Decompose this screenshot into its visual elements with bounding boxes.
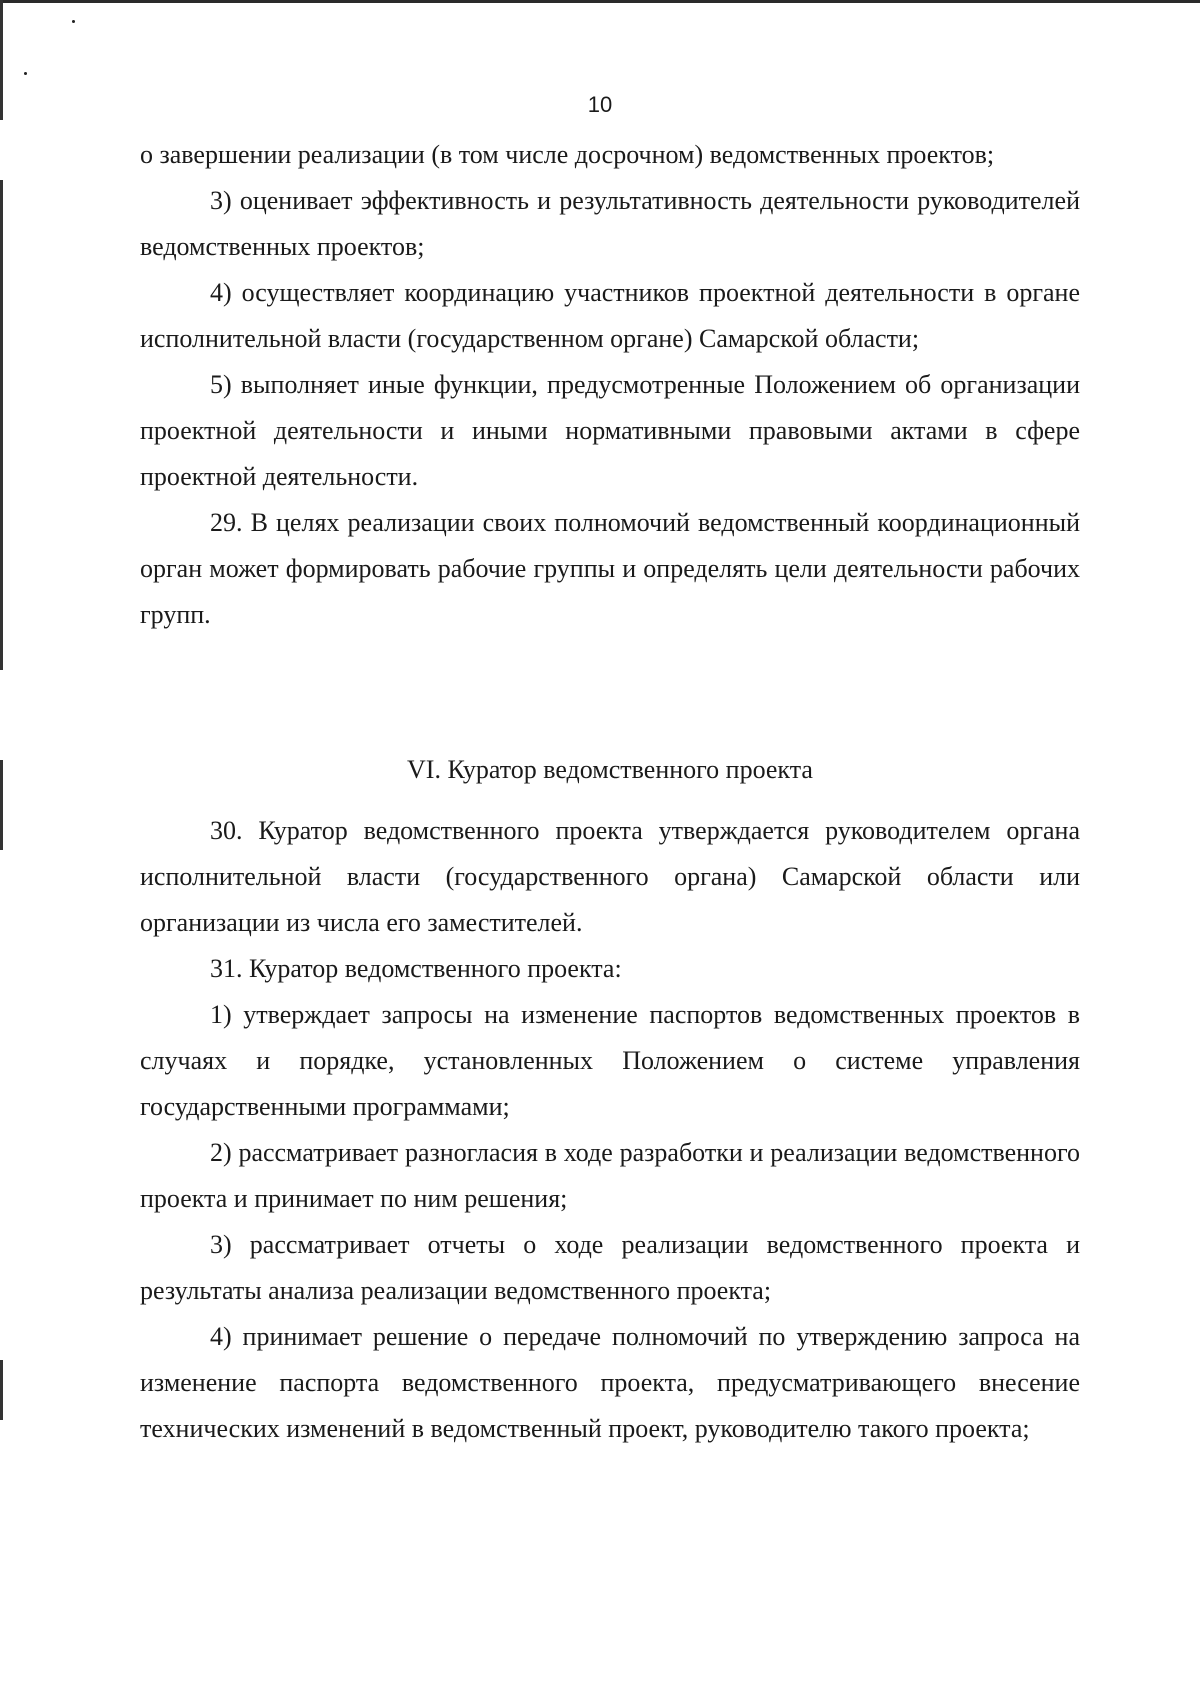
section-heading: VI. Куратор ведомственного проекта	[407, 755, 813, 784]
page-number: 10	[587, 92, 613, 117]
scan-top-edge	[0, 0, 1200, 3]
scan-left-edge	[0, 760, 3, 850]
paragraph-continuation: о завершении реализации (в том числе досрочном) ведомственных проектов;	[140, 140, 995, 169]
paragraph-item-4: 4) осуществляет координацию участников проектной деятельности в органе исполнительной власти (государственном органе) Самарской области;	[140, 278, 1080, 353]
paragraph-31-item-4: 4) принимает решение о передаче полномочий по утверждению запроса на изменение паспорта ведомственного проекта, предусматривающего внесение технических изменений в ведомственный проект, руководителю такого проекта;	[140, 1322, 1080, 1443]
scan-speck	[24, 72, 27, 75]
paragraph-31-item-3: 3) рассматривает отчеты о ходе реализации ведомственного проекта и результаты анализа реализации ведомственного проекта;	[140, 1230, 1080, 1305]
paragraph-29: 29. В целях реализации своих полномочий ведомственный координационный орган может формировать рабочие группы и определять цели деятельности рабочих групп.	[140, 508, 1080, 629]
body-text-top	[140, 132, 1080, 638]
paragraph-item-5: 5) выполняет иные функции, предусмотренные Положением об организации проектной деятельности и иными нормативными правовыми актами в сфере проектной деятельности.	[140, 370, 1080, 491]
paragraph-31-item-2: 2) рассматривает разногласия в ходе разработки и реализации ведомственного проекта и принимает по ним решения;	[140, 1138, 1080, 1213]
scan-left-edge	[0, 180, 3, 670]
paragraph-30: 30. Куратор ведомственного проекта утверждается руководителем органа исполнительной власти (государственного органа) Самарской области или организации из числа его заместителей.	[140, 816, 1080, 937]
section-heading-block	[140, 747, 1080, 793]
scan-speck	[72, 20, 75, 23]
scan-left-edge	[0, 1360, 3, 1420]
paragraph-31-item-1: 1) утверждает запросы на изменение паспортов ведомственных проектов в случаях и порядке, установленных Положением о системе управления государственными программами;	[140, 1000, 1080, 1121]
paragraph-item-3: 3) оценивает эффективность и результативность деятельности руководителей ведомственных проектов;	[140, 186, 1080, 261]
paragraph-31: 31. Куратор ведомственного проекта:	[210, 954, 622, 983]
body-text-bottom	[140, 808, 1080, 1452]
